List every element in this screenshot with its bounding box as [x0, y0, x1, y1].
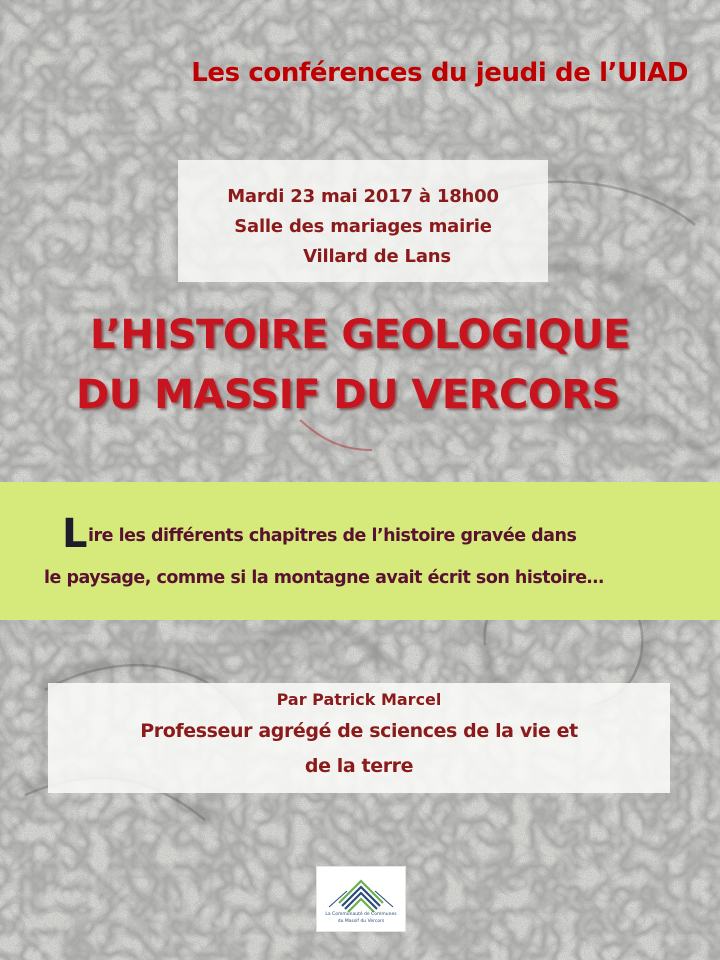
tagline-line-1 [62, 511, 577, 557]
speaker-role-line-1: Professeur agrégé de sciences de la vie et [140, 720, 578, 742]
main-title-line-1: L’HISTOIRE GEOLOGIQUE [89, 312, 631, 358]
tagline-line-1-text: ire les différents chapitres de l’histoire gravée dans [88, 526, 577, 546]
mountain-logo-icon [317, 869, 405, 913]
logo-text-line-2: du Massif du Vercors [337, 919, 385, 924]
event-town: Villard de Lans [303, 246, 451, 267]
community-logo [316, 866, 406, 932]
tagline-drop-cap: L [62, 511, 87, 557]
speaker-name: Par Patrick Marcel [276, 690, 442, 709]
event-venue: Salle des mariages mairie [234, 216, 492, 237]
speaker-role-line-2: de la terre [304, 755, 414, 777]
main-title-line-2: DU MASSIF DU VERCORS [76, 372, 620, 418]
event-date-time: Mardi 23 mai 2017 à 18h00 [227, 186, 499, 207]
tagline-line-2: le paysage, comme si la montagne avait écrit son histoire… [44, 568, 604, 588]
logo-text-line-1: La Communauté de Communes [325, 912, 397, 917]
conference-series-title: Les conférences du jeudi de l’UIAD [191, 58, 688, 88]
